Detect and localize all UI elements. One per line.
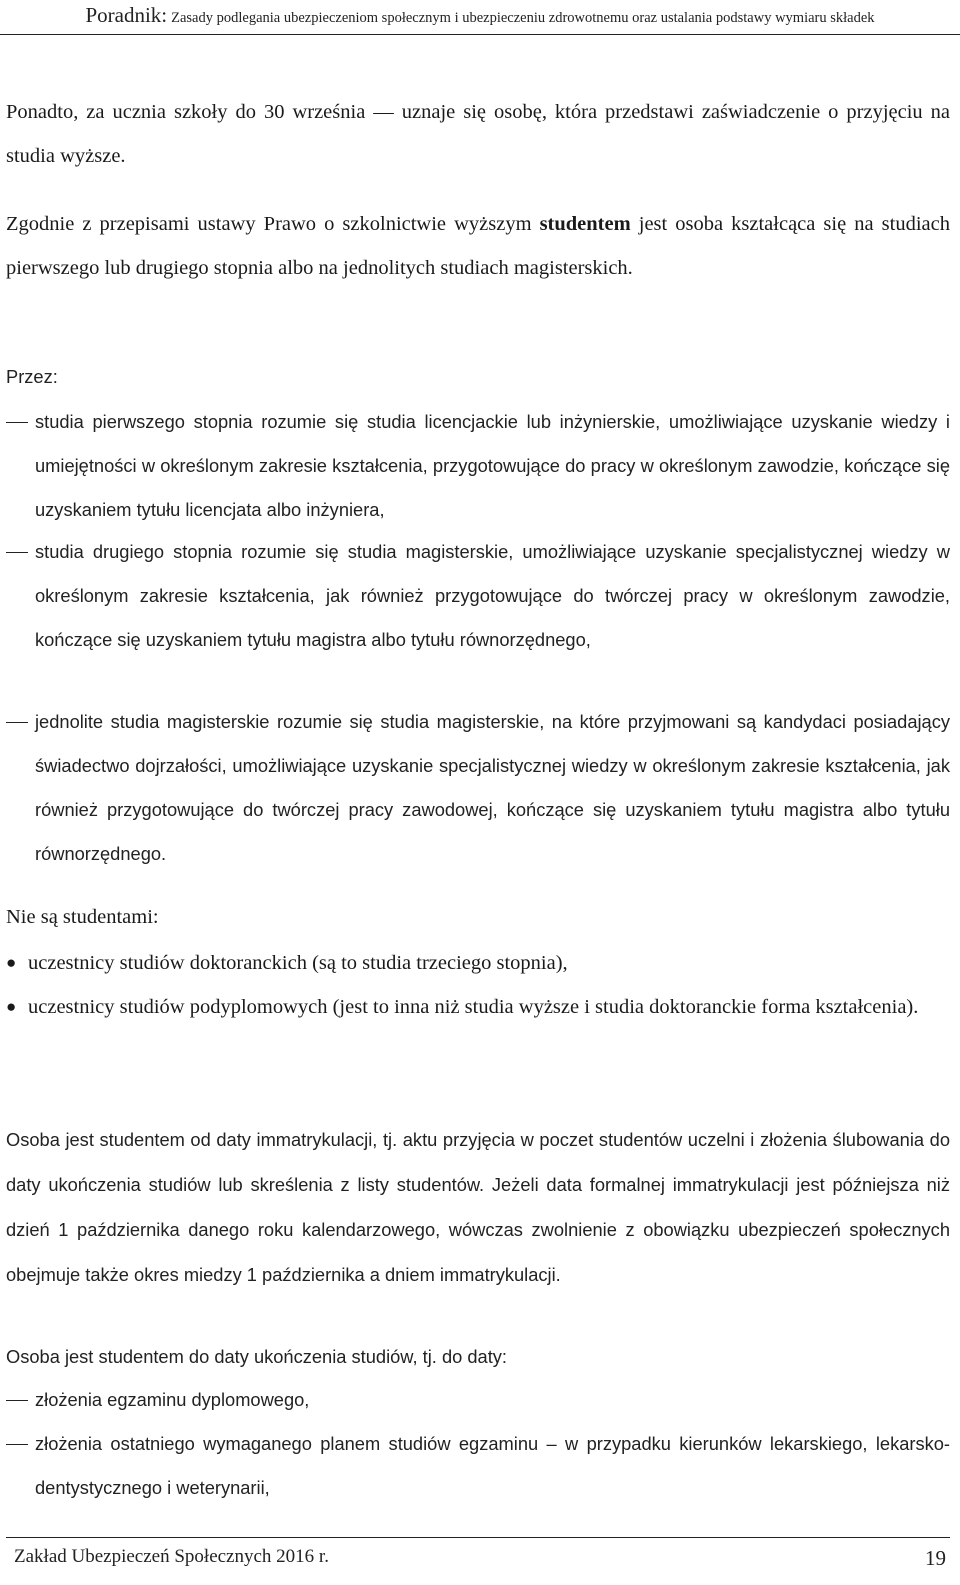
- em-dash-icon: [6, 422, 28, 423]
- header-subtitle: Zasady podlegania ubezpieczeniom społecznym i ubezpieczeniu zdrowotnemu oraz ustalania podstawy wymiaru składek: [171, 10, 875, 26]
- page-header: [0, 0, 960, 35]
- footer-publisher: Zakład Ubezpieczeń Społecznych 2016 r.: [14, 1546, 329, 1567]
- list-item-text: jednolite studia magisterskie rozumie się studia magisterskie, na które przyjmowani są kandydaci posiadający świadectwo dojrzałości, umożliwiające uzyskanie specjalistycznej wiedzy w określonym zakresie kształcenia, jak również przygotowujące do twórczej pracy zawodowej, kończące się uzyskaniem tytułu magistra albo tytułu równorzędnego.: [35, 711, 950, 864]
- em-dash-icon: [6, 1400, 28, 1401]
- label-nie-sa-studentami: Nie są studentami:: [6, 906, 159, 928]
- list-item-text: uczestnicy studiów podyplomowych (jest to inna niż studia wyższe i studia doktoranckie forma kształcenia).: [28, 996, 919, 1018]
- label-do-daty: Osoba jest studentem do daty ukończenia studiów, tj. do daty:: [6, 1346, 508, 1367]
- label-przez: Przez:: [6, 366, 58, 387]
- paragraph-uczen: Ponadto, za ucznia szkoły do 30 września — uznaje się osobę, która przedstawi zaświadczenie o przyjęciu na studia wyższe.: [6, 101, 950, 167]
- page-footer: [6, 1537, 950, 1583]
- paragraph-immatrykulacja: Osoba jest studentem od daty immatrykulacji, tj. aktu przyjęcia w poczet studentów uczelni i złożenia ślubowania do daty ukończenia studiów lub skreślenia z listy studentów. Jeżeli data formalnej immatrykulacji jest późniejsza niż dzień 1 października danego roku kalendarzowego, wówczas zwolnienie z obowiązku ubezpieczeń społecznych obejmuje także okres miedzy 1 października a dniem immatrykulacji.: [6, 1129, 950, 1285]
- list-item-text: złożenia egzaminu dyplomowego,: [35, 1389, 310, 1410]
- page-number: 19: [925, 1546, 946, 1570]
- list-item-text: studia drugiego stopnia rozumie się studia magisterskie, umożliwiające uzyskanie specjalistycznej wiedzy w określonym zakresie kształcenia, jak również przygotowujące do twórczej pracy w określonym zawodzie, kończące się uzyskaniem tytułu magistra albo tytułu równorzędnego,: [35, 541, 950, 650]
- paragraph-text: Zgodnie z przepisami ustawy Prawo o szkolnictwie wyższym: [6, 213, 540, 235]
- term-studentem: studentem: [539, 213, 631, 235]
- em-dash-icon: [6, 722, 28, 723]
- list-item-text: studia pierwszego stopnia rozumie się studia licencjackie lub inżynierskie, umożliwiające uzyskanie wiedzy i umiejętności w określonym zakresie kształcenia, przygotowujące do pracy w określonym zawodzie, kończące się uzyskaniem tytułu licencjata albo inżyniera,: [35, 411, 950, 520]
- bullet-icon: ●: [6, 997, 17, 1016]
- em-dash-icon: [6, 1444, 28, 1445]
- em-dash-icon: [6, 552, 28, 553]
- bullet-icon: ●: [6, 953, 17, 972]
- header-title: Poradnik:: [85, 3, 168, 27]
- list-item-text: złożenia ostatniego wymaganego planem studiów egzaminu – w przypadku kierunków lekarskiego, lekarsko-dentystycznego i weterynarii,: [35, 1433, 950, 1498]
- paragraph-student-definition: [6, 202, 950, 290]
- list-item-text: uczestnicy studiów doktoranckich (są to studia trzeciego stopnia),: [28, 952, 568, 974]
- paragraph-text: jest osoba kształcąca się na studiach pierwszego lub drugiego stopnia albo na jednolitych studiach magisterskich.: [6, 213, 950, 279]
